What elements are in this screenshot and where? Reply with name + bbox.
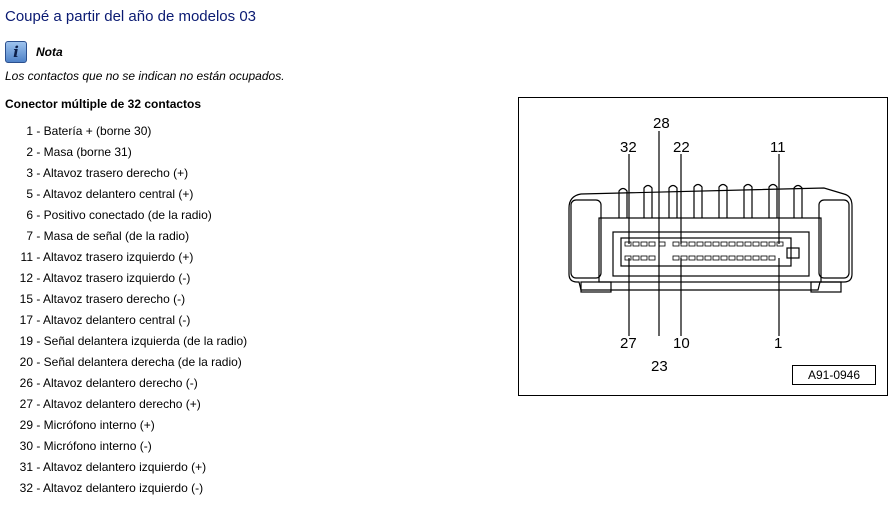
pin-item: 32 - Altavoz delantero izquierdo (-) bbox=[0, 478, 247, 499]
right-mount bbox=[819, 200, 849, 278]
label-pin-32: 32 bbox=[620, 139, 637, 156]
pin-number: 11 bbox=[20, 250, 33, 264]
note-text: Los contactos que no se indican no están ocupados. bbox=[5, 69, 285, 83]
leader-lines bbox=[629, 131, 779, 336]
pin-item: 11 - Altavoz trasero izquierdo (+) bbox=[0, 247, 247, 268]
connector-drawing bbox=[519, 98, 887, 395]
pin-item: 2 - Masa (borne 31) bbox=[0, 142, 247, 163]
pin-description: Batería + (borne 30) bbox=[43, 124, 152, 138]
pin-description: Altavoz delantero central (+) bbox=[43, 187, 194, 201]
pin-number: 3 bbox=[26, 166, 33, 180]
pin-description: Positivo conectado (de la radio) bbox=[43, 208, 212, 222]
pin-description: Altavoz delantero izquierdo (-) bbox=[43, 481, 204, 495]
pin-item: 20 - Señal delantera derecha (de la radio) bbox=[0, 352, 247, 373]
pin-item: 5 - Altavoz delantero central (+) bbox=[0, 184, 247, 205]
pin-description: Señal delantera derecha (de la radio) bbox=[43, 355, 242, 369]
pin-number: 30 bbox=[19, 439, 33, 453]
key-slot bbox=[787, 248, 799, 258]
figure-id: A91-0946 bbox=[792, 365, 876, 385]
label-pin-23: 23 bbox=[651, 358, 668, 375]
pin-item: 29 - Micrófono interno (+) bbox=[0, 415, 247, 436]
label-pin-22: 22 bbox=[673, 139, 690, 156]
pin-number: 32 bbox=[19, 481, 33, 495]
pin-description: Masa (borne 31) bbox=[43, 145, 132, 159]
pin-item: 7 - Masa de señal (de la radio) bbox=[0, 226, 247, 247]
pin-description: Altavoz trasero izquierdo (+) bbox=[43, 250, 194, 264]
label-pin-10: 10 bbox=[673, 335, 690, 352]
pin-number: 6 bbox=[26, 208, 33, 222]
pin-description: Micrófono interno (+) bbox=[43, 418, 155, 432]
pin-description: Masa de señal (de la radio) bbox=[43, 229, 190, 243]
pin-item: 26 - Altavoz delantero derecho (-) bbox=[0, 373, 247, 394]
pin-description: Altavoz delantero izquierdo (+) bbox=[43, 460, 207, 474]
note-label: Nota bbox=[36, 45, 63, 59]
label-pin-27: 27 bbox=[620, 335, 637, 352]
label-pin-28: 28 bbox=[653, 115, 670, 132]
inner-frame bbox=[599, 218, 821, 282]
pin-item: 15 - Altavoz trasero derecho (-) bbox=[0, 289, 247, 310]
pin-number: 7 bbox=[26, 229, 33, 243]
pin-item: 19 - Señal delantera izquierda (de la radio) bbox=[0, 331, 247, 352]
pin-list bbox=[0, 121, 247, 499]
pin-number: 26 bbox=[19, 376, 33, 390]
pin-item: 12 - Altavoz trasero izquierdo (-) bbox=[0, 268, 247, 289]
pin-number: 2 bbox=[26, 145, 33, 159]
note-header bbox=[5, 40, 63, 64]
pin-number: 31 bbox=[19, 460, 33, 474]
pin-description: Señal delantera izquierda (de la radio) bbox=[43, 334, 248, 348]
page-title: Coupé a partir del año de modelos 03 bbox=[5, 8, 257, 25]
pin-description: Micrófono interno (-) bbox=[43, 439, 152, 453]
pin-number: 1 bbox=[26, 124, 33, 138]
pin-item: 17 - Altavoz delantero central (-) bbox=[0, 310, 247, 331]
pin-number: 29 bbox=[19, 418, 33, 432]
pin-description: Altavoz trasero derecho (+) bbox=[43, 166, 189, 180]
pin-number: 5 bbox=[26, 187, 33, 201]
connector-diagram bbox=[518, 97, 888, 396]
pin-item: 6 - Positivo conectado (de la radio) bbox=[0, 205, 247, 226]
pin-item: 30 - Micrófono interno (-) bbox=[0, 436, 247, 457]
left-mount bbox=[571, 200, 601, 278]
pin-number: 12 bbox=[19, 271, 33, 285]
pin-number: 20 bbox=[19, 355, 33, 369]
label-pin-11: 11 bbox=[770, 139, 786, 156]
pin-row-lower bbox=[625, 256, 775, 260]
pin-number: 27 bbox=[19, 397, 33, 411]
pin-description: Altavoz trasero derecho (-) bbox=[43, 292, 186, 306]
connector-subtitle: Conector múltiple de 32 contactos bbox=[5, 97, 202, 111]
pin-item: 1 - Batería + (borne 30) bbox=[0, 121, 247, 142]
pin-description: Altavoz delantero central (-) bbox=[43, 313, 191, 327]
pin-number: 19 bbox=[19, 334, 33, 348]
pin-item: 27 - Altavoz delantero derecho (+) bbox=[0, 394, 247, 415]
pin-item: 31 - Altavoz delantero izquierdo (+) bbox=[0, 457, 247, 478]
pin-description: Altavoz delantero derecho (+) bbox=[43, 397, 201, 411]
info-icon: i bbox=[5, 41, 27, 63]
pin-item: 3 - Altavoz trasero derecho (+) bbox=[0, 163, 247, 184]
pin-description: Altavoz trasero izquierdo (-) bbox=[43, 271, 191, 285]
pin-row-upper bbox=[625, 242, 783, 246]
pin-number: 17 bbox=[19, 313, 33, 327]
pin-number: 15 bbox=[19, 292, 33, 306]
pin-description: Altavoz delantero derecho (-) bbox=[43, 376, 198, 390]
label-pin-1: 1 bbox=[774, 335, 783, 352]
